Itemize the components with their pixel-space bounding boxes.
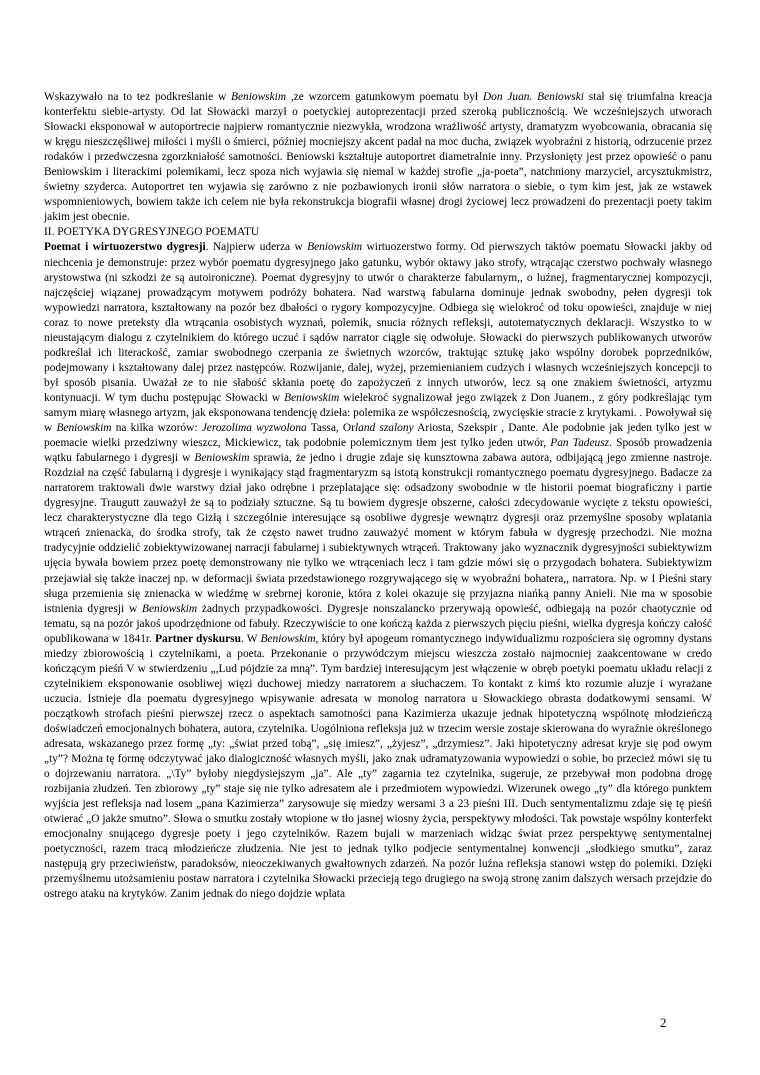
paragraph-main: [44, 240, 712, 902]
text-run: na kilka wzorów:: [111, 422, 202, 435]
text-run: sprawia, że jedno i drugie zdaje się kunsztowna zabawa autora, odbijającą jego zmienne nastroje. Rozdział na część fabularną i dygresje i wynikający stąd fragmentaryzm są istotą konstrukcji romantycznego poematu dygresyjnego. Badacze za narratorem traktowali dwie warstwy dział jako odrębne i przeplatające się: odsadzony swobodnie w tle historii poemat biograficzny i partie dygresyjne. Traugutt zauważył że są to podziały sztuczne. Są tu bowiem dygresje obszerne, całości zdecydowanie wycięte z tekstu opowieści, lecz charakterystyczne dla tego Gizłą i szczególnie interesujące są osobliwe dygresje wewnątrz dygresji oraz przemyślne sposoby wplatania wtrąceń znienacka, do środka strofy, tak że często nawet trudno zauważyć moment w którym fabuła w dygresję przechodzi. Nie można tradycyjnie oddzielić zobiektywizowanej narracji fabularnej i subiektywnych wtrąceń. Traktowany jako wyznacznik dygresyjności subiektywizm ujęcia bywała bowiem przez poetę demonstrowany nie tylko we wtrąceniach lecz i tam gdzie mówi się o przygodach bohatera. Subiektywizm przejawiał się także inaczej np. w deformacji świata przedstawionego rozgrywającego się w wyobraźni bohatera,, narratora. Np. w I Pieśni stary sługa przemienia się znienacka w wiedźmę w srebrnej koronie, która z kolei okazuje się przyjazna niańką panny Anieli. Nie ma w sposobie istnienia dygresji w: [44, 452, 713, 615]
bold-run: Partner dyskursu: [155, 632, 241, 645]
text-run: . Sposób prowadzenia wątku fabularnego i dygresji w: [44, 437, 713, 465]
section-heading: II. POETYKA DYGRESYJNEGO POEMATU: [44, 226, 260, 239]
italic-run: Jerozolima wyzwolona: [201, 422, 307, 435]
text-run: wielekroć sygnalizował jego związek z Don Juanem., z góry podkreślając tym samym miarę własnego artyzm, jak eksponowana tendencję dzieła: polemika ze współczesnością, zwycięskie stracie z krytykami. . Powoływał się w: [44, 391, 712, 435]
document-page: [44, 90, 712, 903]
text-run: stał się triumfalna kreacja konterfektu siebie-artysty. Od lat Słowacki marzył o poetyckiej autoprezentacji przed szeroką publicznością. We wcześniejszych utworach Słowacki eksponował w autoportrecie najpierw romantycznie niezwykła, wrodzona wrażliwość artysty, dramatyzm wyobcowania, obracania się w kręgu nieszczęśliwej miłości i myśli o śmierci, później mocniejszy akcent padał na moc ducha, związek wyobraźni z historią, odrzucenie przez rodaków i przedwczesna zgorzkniałość samotności. Beniowski kształtuje autoportret diametralnie inny. Przysłonięty jest przez opowieść o panu Beniowskim i literackimi polemikami, lecz spoza nich wyjawia się niemal w każdej strofie „ja-poeta”, natchniony marzyciel, arcysztukmistrz, świetny szyderca. Autoportret ten wyjawia się zarówno z nie pozbawionych ironii słów narratora o siebie, o tym kim jest, jak ze wstawek wspomnieniowych, bowiem także ich celem nie była rekonstrukcja biografii własnej drogi życiowej lecz prowadzeni do prezentacji poety takim jakim jest obecnie.: [44, 91, 713, 224]
text-run: ,ze wzorcem gatunkowym poematu był: [286, 91, 483, 103]
text-run: . Najpierw uderza w: [205, 241, 308, 254]
text-run: Ariosta, Szekspir , Dante. Ale podobnie jak jeden tylko jest w poemacie wielki przedziwny wieszcz, Mickiewicz, tak podobnie polemicznym tłem jest tylko jeden utwór,: [44, 422, 712, 450]
text-run: żadnych przypadkowości. Dygresje nonszalancko przerywają opowieść, odbiegają na pozór chaotycznie od tematu, są na pozór jakoś upodrzędnione od fabuły. Rzeczywiście to one kończą każda z pierwszych pięciu pieśni, wielka dygresja kończy całość opublikowana w 1841r.: [44, 602, 713, 645]
text-run: Tassa, Or: [306, 422, 355, 435]
text-run: , który był apogeum romantycznego indywidualizmu rozpościera się ogromny dystans miedzy zbiorowością i czytelnikami, a poeta. Przekonanie o przywódczym miejscu wieszcza zostało najmocniej zaakcentowane w credo kończącym pieśń V w stwierdzeniu „,Lud pójdzie za mną”. Tym bardziej interesującym jest włączenie w obręb poetyki poematu układu relacji z czytelnikiem eksponowanie osobliwej więzi duchowej miedzy narratorem a słuchaczem. To kontakt z kimś kto rozumie aluzje i wyrażane uczucia. Istnieje dla poematu dygresyjnego wpisywanie adresata w monolog narratora u Słowackiego obrasta dodatkowymi sensami. W początkowh strofach pieśni pierwszej rzecz o aspektach samotności pana Kazimierza ukazuje jednak hipotetyczną wspólnotę młodzieńczą doświadczeń emocjonalnych bohatera, autora, czytelnika. Uogólniona refleksja już w trzecim wersie zostaje skierowana do wyraźnie określonego adresata, wskazanego przez formę „ty: „świat przed tobą”, „się imiesz”, „żyjesz”, „drzymiesz”. Jaki hipotetyczny adresat kryje się pod owym „ty”? Można tę formę odczytywać jako dialogiczność własnych myśli, jako znak udramatyzowania wypowiedzi o sobie, bo przecież mówi się tu o dojrzewaniu narratora. „\Ty” byłoby niegdysiejszym „ja”. Ale „ty” zagarnia tez czytelnika, sugeruje, ze przebywał mon podobna drogę rozbijania złudzeń. Ten zbiorowy „ty” staje się nie tylko adresatem ale i przedmiotem wypowiedzi. Wizerunek owego „ty” dla którego punktem wyjścia jest refleksja nad losem „pana Kazimierza” zarysowuje się miedzy wersami 3 a 23 pieśni III. Duch sentymentalizmu zdaje się tę pieśń otwierać „O jakże smutno”. Słowa o smutku zostały wtopione w tło jasnej wiosny życia, perspektywy młodości. Tak powstaje wspólny konterfekt emocjonalny snującego dygresje poety i jego czytelników. Razem bujali w marzeniach widząc świat przez perspektywę sentymentalnej poetyczności, razem tracą młodzieńcze złudzenia. Nie jest to jednak tylko podjecie sentymentalnej konwencji „słodkiego smutku”, zaraz następują gry przeciwieństw, paradoksów, nieoczekiwanych gwałtownych zdarzeń. Na pozór luźna refleksja stanowi wstęp do polemiki. Dzięki przemyślnemu utożsamieniu postaw narratora i czytelnika Słowacki przecieją tego drugiego na swoją stronę zanim dalszych wersach przejdzie do ostrego ataku na krytyków. Zanim jednak do niego dojdzie wplata: [44, 632, 712, 901]
italic-run: Beniowskim: [142, 602, 198, 615]
paragraph-intro: [44, 90, 712, 225]
italic-run: Beniowskim: [284, 391, 340, 404]
italic-run: Pan Tadeusz: [550, 437, 610, 450]
bold-run: Poemat i wirtuozerstwo dygresji: [44, 241, 206, 254]
italic-run: Beniowskim: [231, 91, 287, 103]
italic-run: Don Juan. Beniowski: [482, 91, 584, 103]
text-run: Wskazywało na to tez podkreślanie w: [44, 91, 232, 103]
page-number: 2: [660, 1015, 667, 1030]
italic-run: Beniowskim: [56, 422, 112, 435]
text-run: wirtuozerstwo formy. Od pierwszych taktów poematu Słowacki jakby od niechcenia je demonstruje: przez wybór poematu dygresyjnego jako gatunku, wybór oktawy jako strofy, wtrącając czerstwo pochwały własnego arystowstwa (ni szkodzi że są autoironiczne). Poemat dygresyjny to utwór o charakterze fabularnym,, o luźnej, fragmentarycznej kompozycji, najczęściej wiązanej prowadzącym motywem podróży bohatera. Nad warstwą fabularna dominuje jednak swobodny, pełen dygresji tok wypowiedzi narratora, kształtowany na pozór bez dbałości o rygory kompozycyjne. Odbiega się wielokroć od toku opowieści, znajduje w niej coraz to nowe preteksty dla wtrącania osobistych wyznań, polemik, snucia różnych refleksji, autotematycznych deklaracji. Wszystko to w nieustającym dialogu z czytelnikiem do którego uczuć i sądów narrator ciągle się odwołuje. Słowacki do pierwszych publikowanych utworów podkreślał ich literackość, zamiar swobodnego czerpania ze świetnych wzorców, traktując sztukę jako wspólny dorobek poprzedników, podejmowany i kształtowany dalej przez następców. Rozwijanie, dalej, wyżej, przemienianiem cudzych i własnych wcześniejszych koncepcji to był sposób pisania. Uważał ze to nie słabość skłania poetę do zapożyczeń z innych utworów, lecz są one znakiem świetności, artyzmu kontynuacji. W tym duchu postępując Słowacki w: [44, 241, 713, 404]
italic-run: Beniowskim: [260, 632, 316, 645]
text-run: . W: [240, 632, 261, 645]
italic-run: land szalony: [354, 422, 414, 435]
italic-run: Beniowskim: [307, 241, 363, 254]
italic-run: Beniowskim: [194, 452, 250, 465]
